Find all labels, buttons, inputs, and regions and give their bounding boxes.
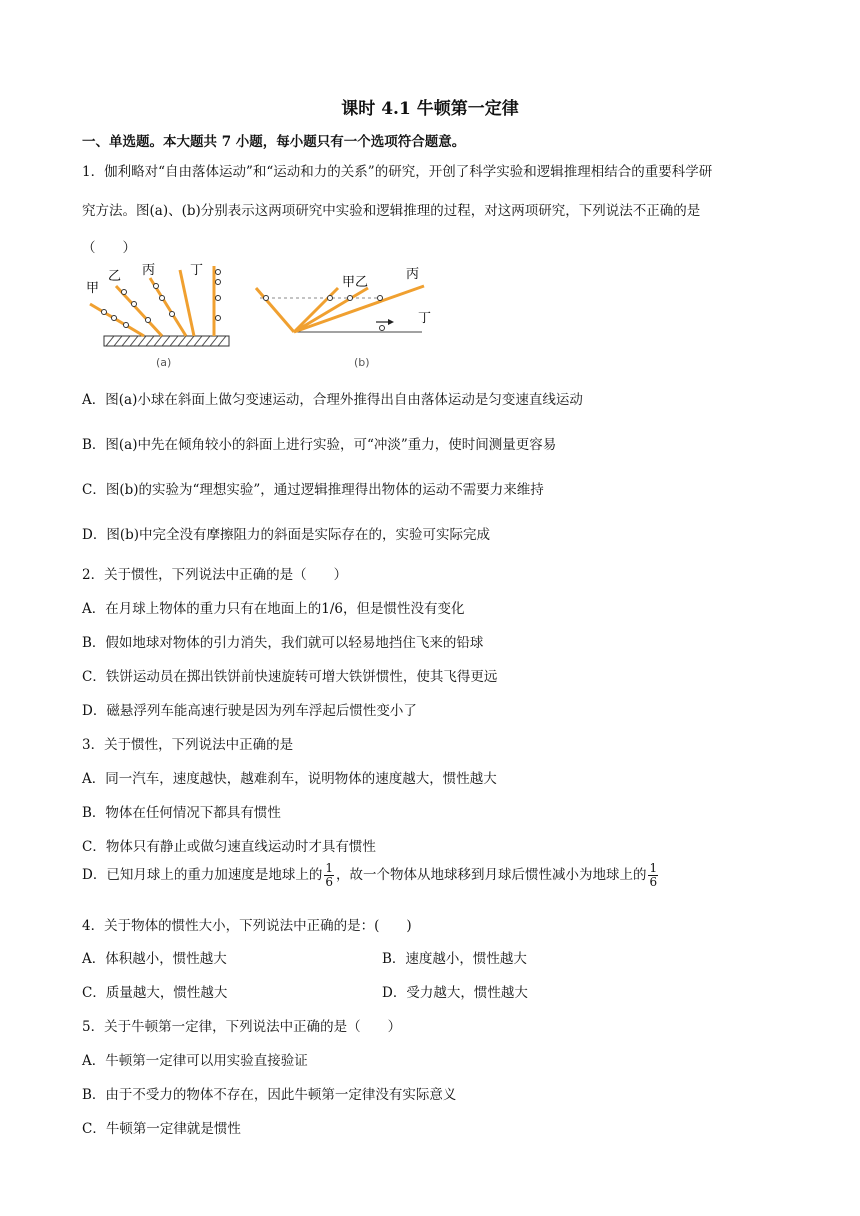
q1-figure — [84, 262, 444, 376]
q2-option-c: C．铁饼运动员在掷出铁饼前快速旋转可增大铁饼惯性，使其飞得更远 — [82, 669, 498, 685]
fig-a-label-ding: 丁 — [190, 263, 204, 278]
page-title: 课时 4.1 牛顿第一定律 — [341, 99, 519, 119]
q2-option-d: D．磁悬浮列车能高速行驶是因为列车浮起后惯性变小了 — [82, 703, 417, 719]
fig-a-label-yi: 乙 — [108, 269, 122, 284]
q1-option-b: B．图(a)中先在倾角较小的斜面上进行实验，可“冲淡”重力，使时间测量更容易 — [82, 437, 557, 453]
q4-option-c: C．质量越大，惯性越大 — [82, 985, 228, 1001]
q5-option-a: A．牛顿第一定律可以用实验直接验证 — [82, 1053, 308, 1069]
q3-stem: 3．关于惯性，下列说法中正确的是 — [82, 737, 294, 753]
q2-option-b: B．假如地球对物体的引力消失，我们就可以轻易地挡住飞来的铅球 — [82, 635, 484, 651]
fig-b-caption: (b) — [354, 356, 370, 369]
fig-a-label-jia: 甲 — [86, 281, 100, 296]
q1-stem-line1: 1．伽利略对“自由落体运动”和“运动和力的关系”的研究，开创了科学实验和逻辑推理相结合的重要科学研 — [82, 164, 713, 180]
fig-b-label-jiayi: 甲乙 — [342, 275, 369, 290]
q2-stem: 2．关于惯性，下列说法中正确的是（ ） — [82, 567, 348, 583]
q5-option-c: C．牛顿第一定律就是惯性 — [82, 1121, 241, 1137]
q3-option-c: C．物体只有静止或做匀速直线运动时才具有惯性 — [82, 839, 376, 855]
q3-option-d-part1: D．已知月球上的重力加速度是地球上的 — [82, 867, 323, 883]
q1-stem-line3: （ ） — [82, 240, 136, 256]
fig-b-label-ding: 丁 — [418, 311, 432, 326]
fraction-one-sixth-2: $\frac{1}{6}$ — [649, 861, 658, 889]
section-heading: 一、单选题。本大题共 7 小题，每小题只有一个选项符合题意。 — [82, 134, 466, 150]
q1-option-d: D．图(b)中完全没有摩擦阻力的斜面是实际存在的，实验可实际完成 — [82, 527, 490, 543]
q4-option-d: D．受力越大，惯性越大 — [382, 985, 528, 1001]
figure-a — [86, 263, 229, 369]
figure-b — [256, 267, 431, 369]
fig-a-label-bing: 丙 — [142, 263, 156, 278]
fig-b-label-bing: 丙 — [406, 267, 420, 282]
q3-option-d — [82, 862, 660, 889]
q4-option-b: B．速度越小，惯性越大 — [382, 951, 527, 967]
q1-option-a: A．图(a)小球在斜面上做匀变速运动，合理外推得出自由落体运动是匀变速直线运动 — [82, 392, 583, 408]
q3-option-a: A．同一汽车，速度越快，越难刹车，说明物体的速度越大，惯性越大 — [82, 771, 497, 787]
q5-stem: 5．关于牛顿第一定律，下列说法中正确的是（ ） — [82, 1019, 402, 1035]
fig-a-caption: (a) — [156, 356, 172, 369]
q3-option-b: B．物体在任何情况下都具有惯性 — [82, 805, 281, 821]
q5-option-b: B．由于不受力的物体不存在，因此牛顿第一定律没有实际意义 — [82, 1087, 457, 1103]
q3-option-d-part2: ，故一个物体从地球移到月球后惯性减小为地球上的 — [335, 867, 647, 883]
fraction-one-sixth: $\frac{1}{6}$ — [325, 861, 333, 889]
q2-option-a: A．在月球上物体的重力只有在地面上的1/6，但是惯性没有变化 — [82, 601, 465, 617]
q4-stem: 4．关于物体的惯性大小，下列说法中正确的是：( ) — [82, 918, 412, 934]
q1-option-c: C．图(b)的实验为“理想实验”，通过逻辑推理得出物体的运动不需要力来维持 — [82, 482, 544, 498]
q1-stem-line2: 究方法。图(a)、(b)分别表示这两项研究中实验和逻辑推理的过程，对这两项研究，下列说法不正确的是 — [82, 203, 701, 219]
q4-option-a: A．体积越小，惯性越大 — [82, 951, 227, 967]
